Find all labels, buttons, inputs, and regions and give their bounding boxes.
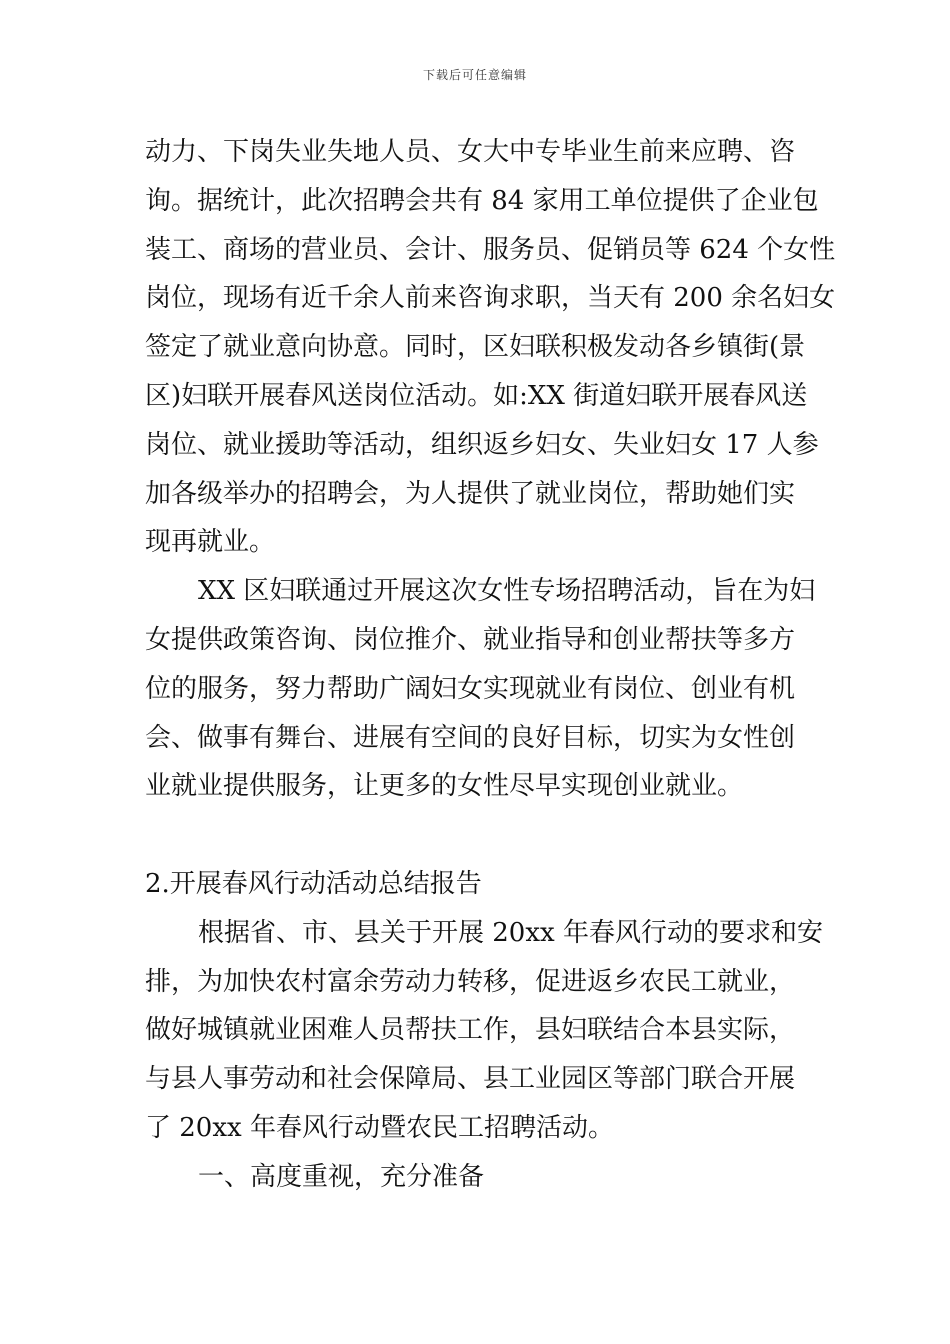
header-note: 下载后可任意编辑 — [422, 68, 527, 82]
paragraph-line: 动力、下岗失业失地人员、女大中专毕业生前来应聘、咨 — [145, 137, 796, 167]
paragraph-line: 与县人事劳动和社会保障局、县工业园区等部门联合开展 — [145, 1064, 796, 1095]
paragraph-line: 岗位，现场有近千余人前来咨询求职，当天有 200 余名妇女 — [145, 283, 836, 314]
paragraph-line: 加各级举办的招聘会，为人提供了就业岗位，帮助她们实 — [145, 478, 796, 509]
paragraph-line: 业就业提供服务，让更多的女性尽早实现创业就业。 — [145, 771, 744, 802]
paragraph-line: 岗位、就业援助等活动，组织返乡妇女、失业妇女 17 人参 — [145, 429, 819, 460]
paragraph-line: 做好城镇就业困难人员帮扶工作，县妇联结合本县实际， — [145, 1015, 796, 1046]
paragraph-line: 排，为加快农村富余劳动力转移，促进返乡农民工就业， — [145, 966, 796, 997]
subheading: 一、高度重视，充分准备 — [198, 1161, 485, 1192]
paragraph-line: 了 20xx 年春风行动暨农民工招聘活动。 — [145, 1112, 614, 1143]
paragraph-line: XX 区妇联通过开展这次女性专场招聘活动，旨在为妇 — [198, 576, 816, 607]
paragraph-line: 询。据统计，此次招聘会共有 84 家用工单位提供了企业包 — [145, 185, 819, 216]
section-title: 2.开展春风行动活动总结报告 — [145, 868, 482, 899]
document-body — [145, 128, 836, 1202]
paragraph-line: 女提供政策咨询、岗位推介、就业指导和创业帮扶等多方 — [145, 624, 796, 655]
paragraph-line: 签定了就业意向协意。同时，区妇联积极发动各乡镇街(景 — [145, 332, 806, 363]
paragraph-gap — [145, 811, 810, 860]
paragraph-line: 根据省、市、县关于开展 20xx 年春风行动的要求和安 — [198, 917, 823, 948]
paragraph-line: 装工、商场的营业员、会计、服务员、促销员等 624 个女性 — [145, 234, 836, 265]
paragraph-line: 现再就业。 — [145, 527, 276, 558]
paragraph-line: 位的服务，努力帮助广阔妇女实现就业有岗位、创业有机 — [145, 673, 796, 704]
paragraph-line: 区)妇联开展春风送岗位活动。如:XX 街道妇联开展春风送 — [145, 380, 808, 411]
paragraph-line: 会、做事有舞台、进展有空间的良好目标，切实为女性创 — [145, 722, 796, 753]
